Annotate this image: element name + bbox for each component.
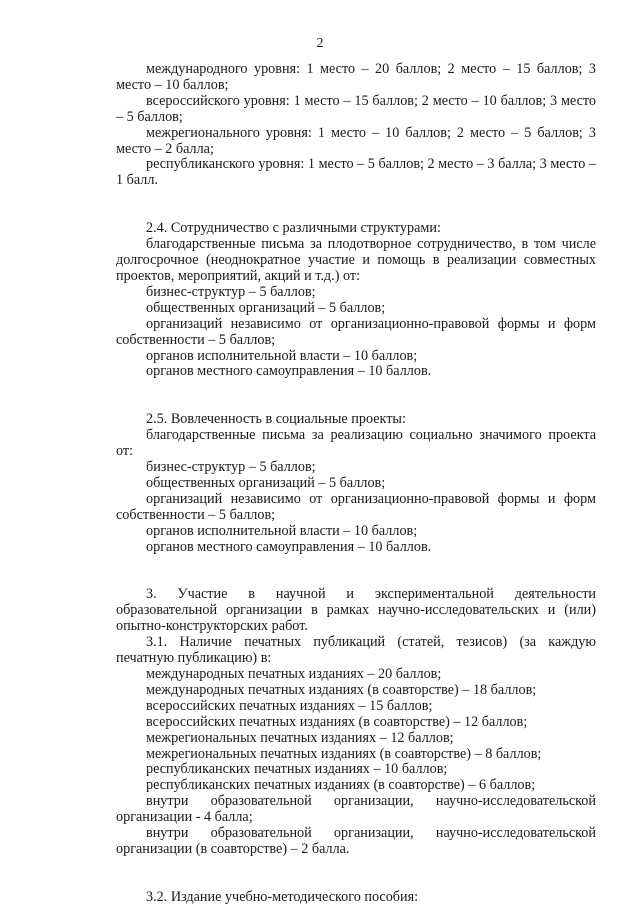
paragraph: 2.4. Сотрудничество с различными структурами:: [146, 220, 441, 237]
paragraph: межрегиональных печатных изданиях – 12 баллов;: [146, 729, 454, 746]
paragraph: благодарственные письма за плодотворное сотрудничество, в том числе долгосрочное (неоднократное участие и помощь в реализации совместных проектов, мероприятий, акций и т.д.) от:: [116, 236, 596, 284]
section-spacer: [116, 555, 596, 587]
paragraph: 3.1. Наличие печатных публикаций (статей, тезисов) (за каждую печатную публикацию) в:: [116, 634, 596, 667]
paragraph: внутри образовательной организации, научно-исследовательской организации - 4 балла;: [116, 793, 596, 826]
paragraph: республиканского уровня: 1 место – 5 баллов; 2 место – 3 балла; 3 место – 1 балл.: [116, 156, 596, 189]
paragraph: органов исполнительной власти – 10 баллов;: [146, 522, 418, 539]
page-number: 2: [316, 36, 324, 51]
paragraph: всероссийского уровня: 1 место – 15 баллов; 2 место – 10 баллов; 3 место – 5 баллов;: [116, 92, 596, 125]
paragraph: республиканских печатных изданиях (в соавторстве) – 6 баллов;: [146, 777, 536, 794]
paragraph: всероссийских печатных изданиях (в соавторстве) – 12 баллов;: [146, 713, 528, 730]
paragraph: международного уровня: 1 место – 20 баллов; 2 место – 15 баллов; 3 место – 10 баллов;: [116, 61, 596, 93]
paragraph: органов местного самоуправления – 10 баллов.: [146, 538, 432, 555]
paragraph: организаций независимо от организационно-правовой формы и форм собственности – 5 баллов;: [116, 315, 596, 348]
document-body: [116, 62, 596, 906]
paragraph: общественных организаций – 5 баллов;: [146, 299, 386, 316]
paragraph: республиканских печатных изданиях – 10 баллов;: [146, 761, 448, 778]
paragraph: внутри образовательной организации, научно-исследовательской организации (в соавторстве) – 2 балла.: [116, 825, 596, 857]
paragraph: межрегиональных печатных изданиях (в соавторстве) – 8 баллов;: [146, 745, 542, 762]
paragraph: бизнес-структур – 5 баллов;: [146, 283, 316, 300]
paragraph: общественных организаций – 5 баллов;: [146, 474, 386, 491]
paragraph: международных печатных изданиях (в соавторстве) – 18 баллов;: [146, 681, 537, 698]
section-spacer: [116, 380, 596, 412]
paragraph: 2.5. Вовлеченность в социальные проекты:: [146, 411, 406, 428]
paragraph: бизнес-структур – 5 баллов;: [146, 459, 316, 476]
paragraph: организаций независимо от организационно-правовой формы и форм собственности – 5 баллов;: [116, 490, 596, 523]
section-spacer: [116, 189, 596, 221]
paragraph: международных печатных изданиях – 20 баллов;: [146, 666, 442, 682]
section-spacer: [116, 858, 596, 890]
paragraph: межрегионального уровня: 1 место – 10 баллов; 2 место – 5 баллов; 3 место – 2 балла;: [116, 124, 596, 157]
paragraph: органов исполнительной власти – 10 баллов;: [146, 347, 418, 364]
paragraph: органов местного самоуправления – 10 баллов.: [146, 363, 432, 380]
paragraph: 3.2. Издание учебно-методического пособия:: [146, 888, 419, 905]
paragraph: благодарственные письма за реализацию социально значимого проекта от:: [116, 427, 596, 460]
paragraph: всероссийских печатных изданиях – 15 баллов;: [146, 697, 433, 714]
paragraph: 3. Участие в научной и экспериментальной деятельности образовательной организации в рамках научно-исследовательских и (или) опытно-конструкторских работ.: [116, 586, 596, 635]
